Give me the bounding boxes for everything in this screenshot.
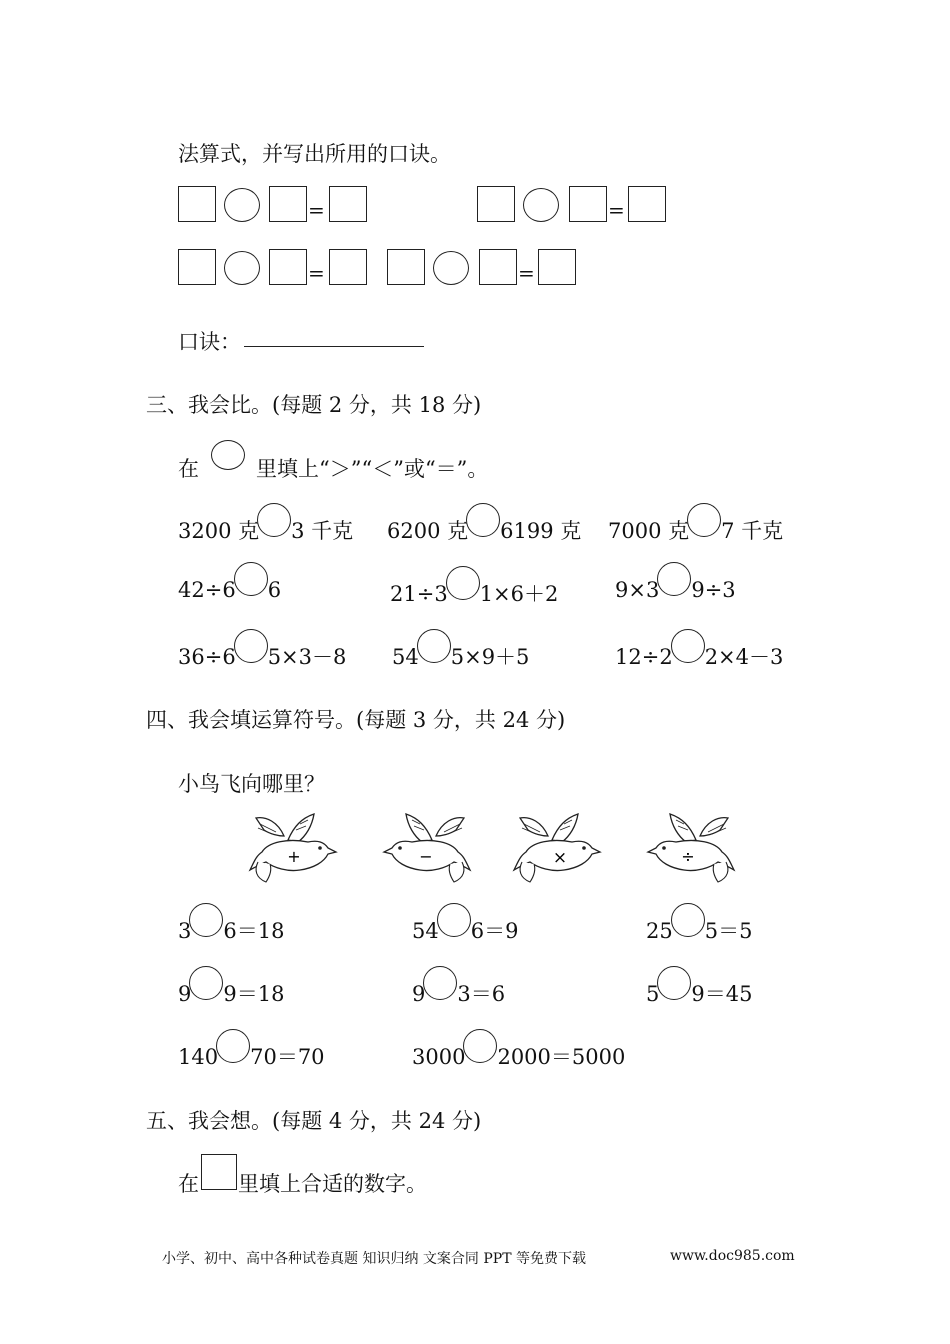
compare-item [615,578,736,604]
right-expression: 7 千克 [721,519,784,543]
left-expression: 9×3 [615,578,660,602]
left-expression: 42÷6 [178,578,236,602]
compare-item [390,578,558,608]
section3-instruction-prefix: 在 [178,457,199,481]
operator-item [178,915,284,945]
operator-item [412,1041,625,1071]
left-operand: 3000 [412,1045,466,1069]
section5-instruction-suffix: 里填上合适的数字。 [238,1172,427,1196]
answer-box[interactable] [387,249,425,285]
intro-text: 法算式，并写出所用的口诀。 [178,142,451,166]
compare-circle[interactable] [687,503,721,537]
operator-circle[interactable] [423,966,457,1000]
section4-question: 小鸟飞向哪里？ [178,772,325,796]
equals-sign: = [308,198,325,222]
equals-sign: = [608,198,625,222]
operator-item [412,978,505,1008]
right-expression: 1×6＋2 [479,582,559,606]
left-expression: 54 [392,645,419,669]
bird-minus-icon [380,812,472,884]
left-expression: 7000 克 [608,519,690,543]
answer-box[interactable] [477,186,515,222]
bird-divide-icon [644,812,736,884]
compare-item [608,515,783,545]
operator-circle[interactable] [216,1029,250,1063]
compare-item [178,578,281,604]
right-part: 6＝9 [470,919,519,943]
right-part: 6＝18 [223,919,285,943]
operator-circle[interactable] [433,251,469,285]
left-expression: 3200 克 [178,519,260,543]
right-part: 70＝70 [250,1045,325,1069]
operator-item [646,978,752,1008]
right-part: 9＝45 [691,982,753,1006]
operator-item [178,978,284,1008]
operator-circle[interactable] [224,188,260,222]
left-operand: 3 [178,919,192,943]
right-part: 3＝6 [457,982,506,1006]
left-operand: 5 [646,982,660,1006]
operator-item [412,915,518,945]
answer-box[interactable] [269,249,307,285]
left-expression: 12÷2 [615,645,673,669]
operator-circle[interactable] [671,903,705,937]
compare-item [178,641,346,671]
bird-plus-icon [248,812,340,884]
svg-text:−: − [419,847,433,866]
koujue-label: 口诀： [178,330,241,354]
svg-text:+: + [287,847,301,866]
compare-circle[interactable] [446,566,480,600]
right-expression: 6 [267,578,282,602]
compare-item [392,641,529,671]
left-expression: 21÷3 [390,582,448,606]
operator-circle[interactable] [224,251,260,285]
right-expression: 3 千克 [291,519,354,543]
operator-circle[interactable] [189,966,223,1000]
answer-box[interactable] [178,186,216,222]
left-operand: 9 [178,982,192,1006]
left-operand: 9 [412,982,426,1006]
svg-text:×: × [552,848,568,868]
left-operand: 25 [646,919,673,943]
compare-item [615,641,783,671]
right-expression: 9÷3 [691,578,736,602]
koujue-answer-line[interactable] [244,346,424,347]
answer-box[interactable] [569,186,607,222]
right-expression: 5×9＋5 [450,645,530,669]
bird-times-icon [512,812,604,884]
answer-box[interactable] [479,249,517,285]
right-expression: 6199 克 [500,519,582,543]
right-expression: 2×4－3 [704,645,784,669]
operator-circle[interactable] [189,903,223,937]
section4-title: 四、我会填运算符号。(每题 3 分，共 24 分) [146,708,566,732]
operator-item [178,1041,325,1071]
left-expression: 36÷6 [178,645,236,669]
compare-circle[interactable] [657,562,691,596]
right-expression: 5×3－8 [267,645,347,669]
equals-sign: = [518,261,535,285]
answer-box[interactable] [538,249,576,285]
answer-box[interactable] [628,186,666,222]
left-expression: 6200 克 [387,519,469,543]
operator-circle[interactable] [463,1029,497,1063]
section5-instruction-prefix: 在 [178,1172,199,1196]
answer-box[interactable] [329,186,367,222]
answer-box[interactable] [269,186,307,222]
answer-box[interactable] [329,249,367,285]
compare-circle[interactable] [234,629,268,663]
section3-instruction-suffix: 里填上“＞”“＜”或“＝”。 [256,457,489,481]
left-operand: 54 [412,919,439,943]
compare-circle[interactable] [466,503,500,537]
compare-item [178,515,353,545]
operator-circle[interactable] [657,966,691,1000]
right-part: 2000＝5000 [497,1045,626,1069]
operator-circle[interactable] [437,903,471,937]
compare-circle[interactable] [234,562,268,596]
left-operand: 140 [178,1045,219,1069]
section5-title: 五、我会想。(每题 4 分，共 24 分) [146,1109,482,1133]
compare-item [387,515,581,545]
compare-circle[interactable] [257,503,291,537]
compare-circle[interactable] [671,629,705,663]
footer-url[interactable]: www.doc985.com [670,1248,795,1264]
compare-circle[interactable] [417,629,451,663]
right-part: 9＝18 [223,982,285,1006]
operator-item [646,915,752,945]
example-box [201,1154,237,1190]
equals-sign: = [308,261,325,285]
section3-title: 三、我会比。(每题 2 分，共 18 分) [146,393,482,417]
operator-circle[interactable] [523,188,559,222]
right-part: 5＝5 [704,919,753,943]
footer-text: 小学、初中、高中各种试卷真题 知识归纳 文案合同 PPT 等免费下载 [162,1251,586,1267]
answer-box[interactable] [178,249,216,285]
example-circle [211,440,245,470]
svg-text:÷: ÷ [681,847,695,866]
